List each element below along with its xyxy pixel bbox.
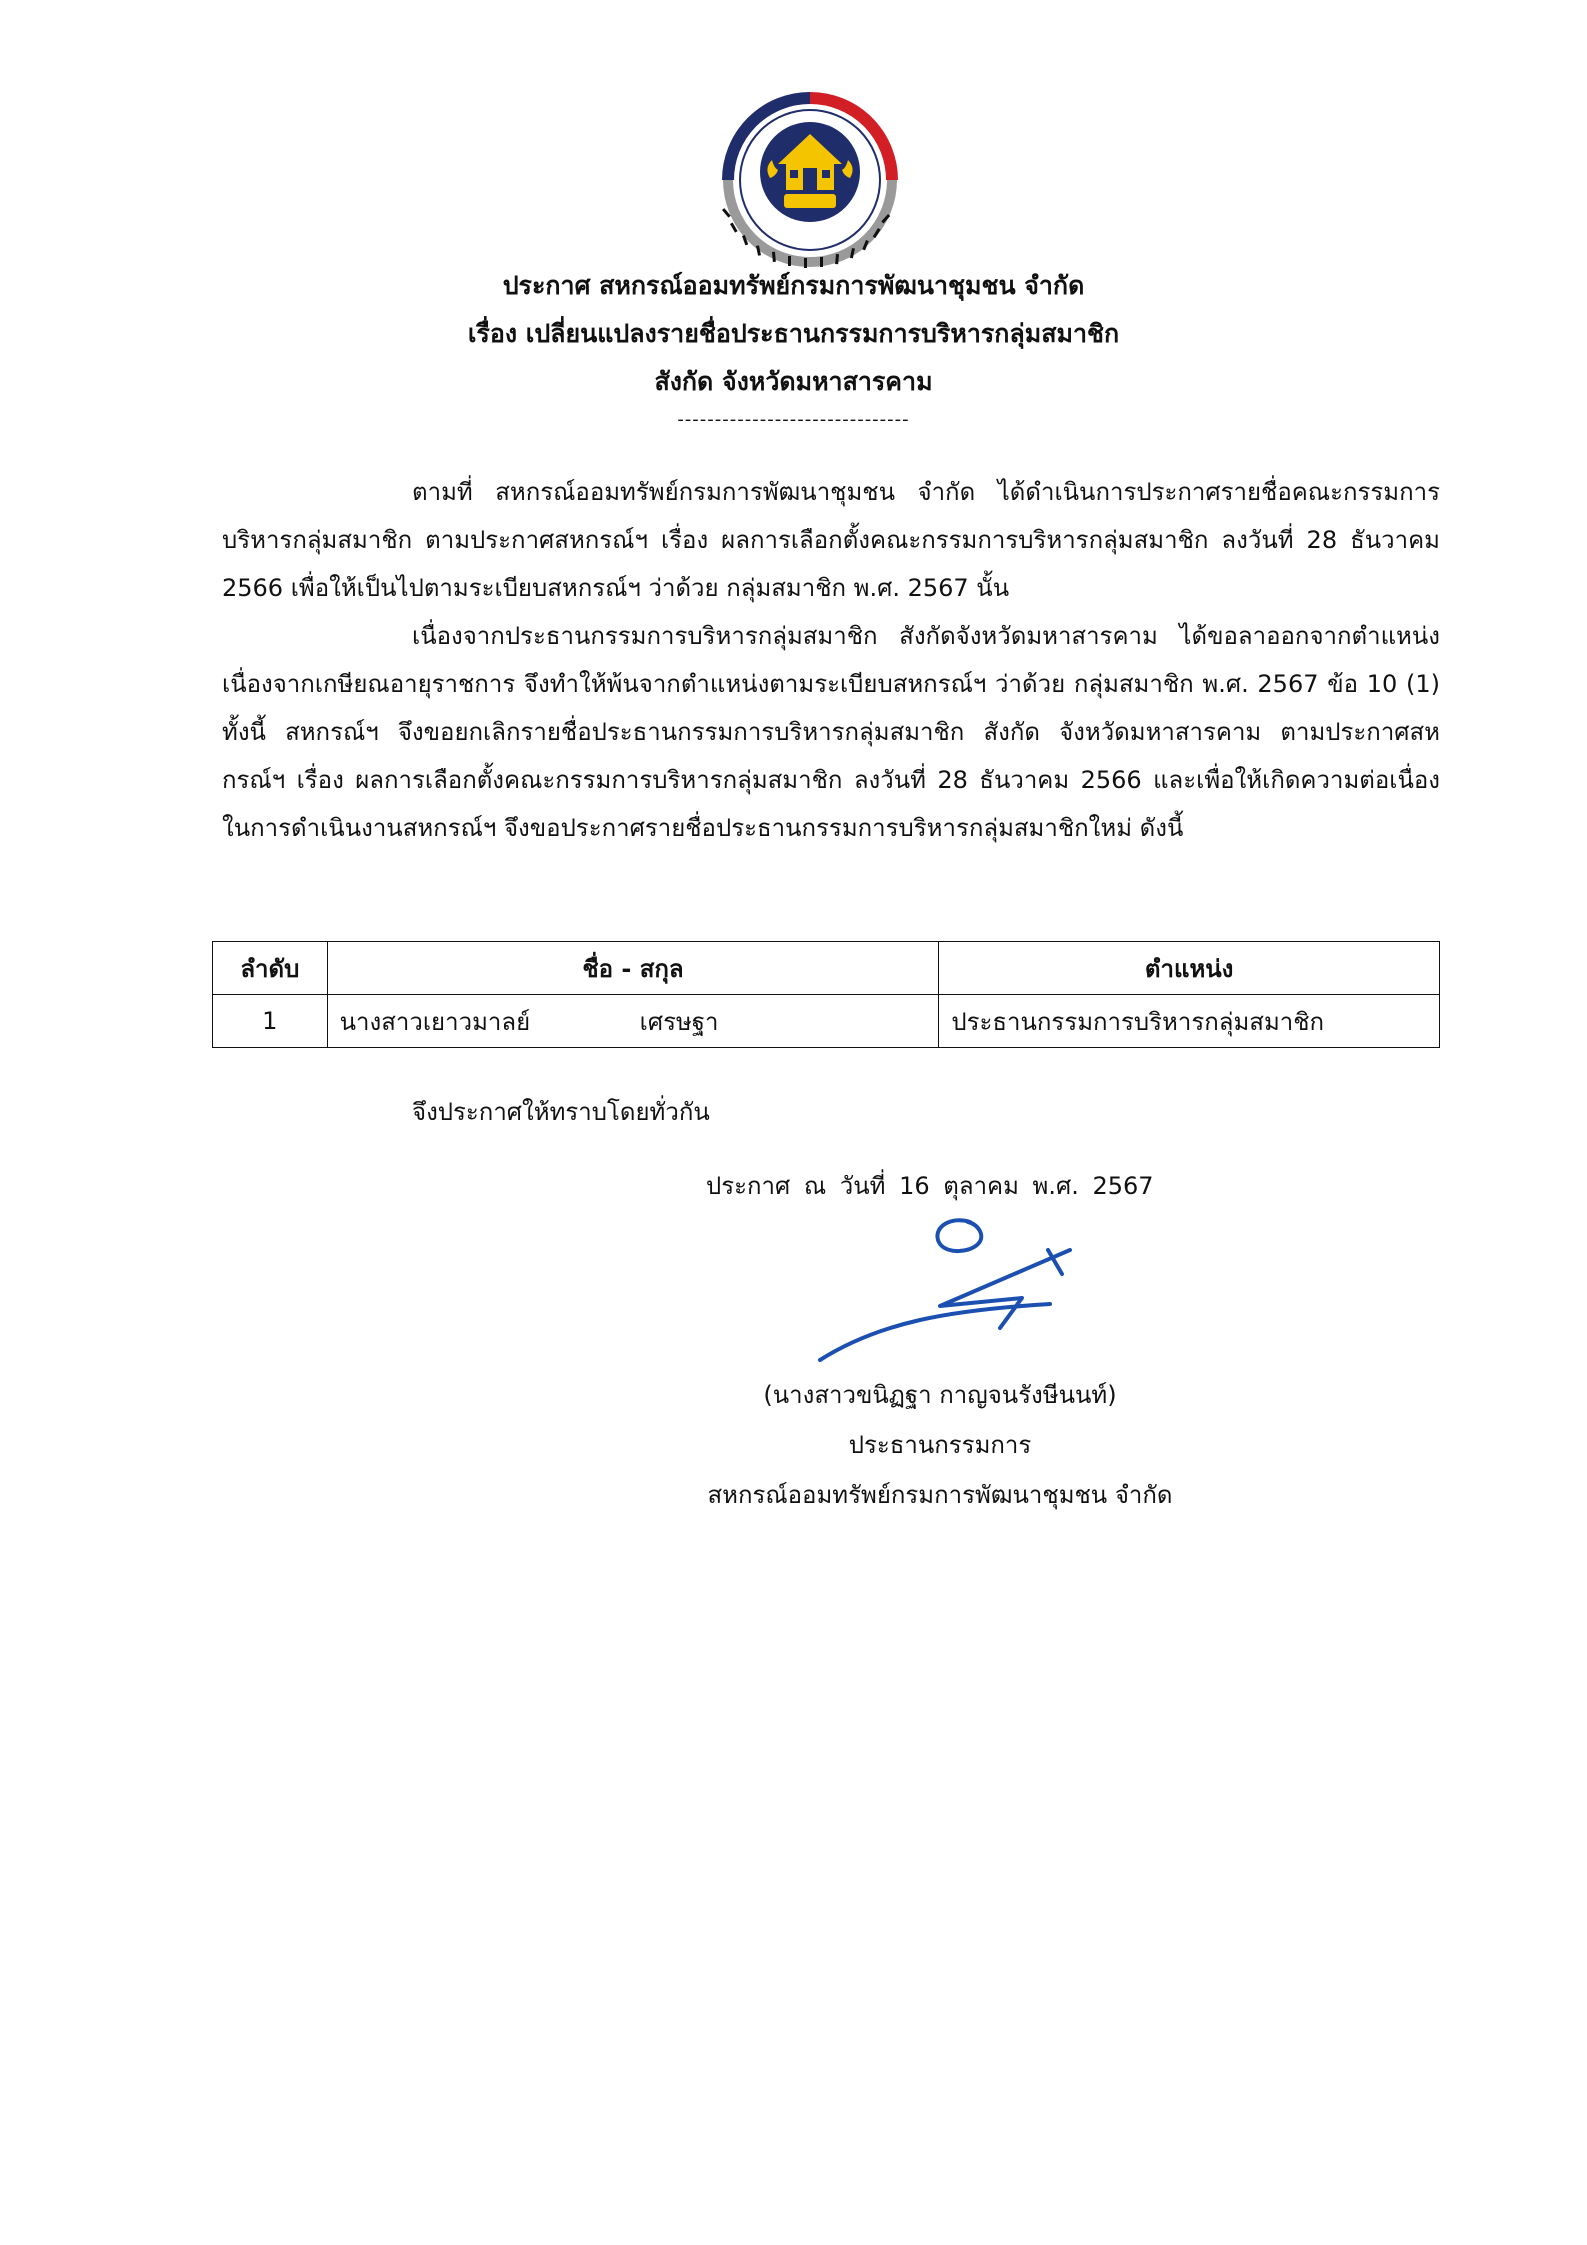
header-name: ชื่อ - สกุล bbox=[327, 942, 939, 995]
announcement-date: ประกาศ ณ วันที่ 16 ตุลาคม พ.ศ. 2567 bbox=[706, 1172, 1154, 1200]
signatory-name: (นางสาวขนิฏฐา กาญจนรังษีนนท์) bbox=[763, 1381, 1117, 1409]
cell-last-name: เศรษฐา bbox=[639, 1007, 719, 1036]
paragraph-1-text: ตามที่ สหกรณ์ออมทรัพย์กรมการพัฒนาชุมชน จำกัด ได้ดำเนินการประกาศรายชื่อคณะกรรมการบริหารกลุ่มสมาชิก ตามประกาศสหกรณ์ฯ เรื่อง ผลการเลือกตั้งคณะกรรมการบริหารกลุ่มสมาชิก ลงวันที่ 28 ธันวาคม 2566 เพื่อให้เป็นไปตามระเบียบสหกรณ์ฯ ว่าด้วย กลุ่มสมาชิก พ.ศ. 2567 นั้น bbox=[222, 478, 1440, 602]
signatory-title: ประธานกรรมการ bbox=[848, 1431, 1032, 1459]
closing-announcement: จึงประกาศให้ทราบโดยทั่วกัน bbox=[412, 1098, 710, 1126]
header-no: ลำดับ bbox=[213, 942, 328, 995]
cell-no: 1 bbox=[213, 995, 328, 1048]
title-separator: ------------------------------- bbox=[677, 409, 910, 430]
paragraph-2-text: เนื่องจากประธานกรรมการบริหารกลุ่มสมาชิก สังกัดจังหวัดมหาสารคาม ได้ขอลาออกจากตำแหน่งเนื่องจากเกษียณอายุราชการ จึงทำให้พ้นจากตำแหน่งตามระเบียบสหกรณ์ฯ ว่าด้วย กลุ่มสมาชิก พ.ศ. 2567 ข้อ 10 (1) ทั้งนี้ สหกรณ์ฯ จึงขอยกเลิกรายชื่อประธานกรรมการบริหารกลุ่มสมาชิก สังกัด จังหวัดมหาสารคาม ตามประกาศสหกรณ์ฯ เรื่อง ผลการเลือกตั้งคณะกรรมการบริหารกลุ่มสมาชิก ลงวันที่ 28 ธันวาคม 2566 และเพื่อให้เกิดความต่อเนื่องในการดำเนินงานสหกรณ์ฯ จึงขอประกาศรายชื่อประธานกรรมการบริหารกลุ่มสมาชิกใหม่ ดังนี้ bbox=[222, 622, 1440, 842]
header-position: ตำแหน่ง bbox=[939, 942, 1440, 995]
table-header-row bbox=[213, 942, 1440, 995]
body-paragraph-1 bbox=[222, 468, 1440, 612]
table-row bbox=[213, 995, 1440, 1048]
cell-position: ประธานกรรมการบริหารกลุ่มสมาชิก bbox=[939, 995, 1440, 1048]
chairman-table bbox=[212, 941, 1440, 1048]
cell-first-name: นางสาวเยาวมาลย์ bbox=[339, 1007, 531, 1036]
cooperative-logo-icon bbox=[700, 90, 920, 275]
handwritten-signature bbox=[800, 1210, 1120, 1370]
title-line-2: เรื่อง เปลี่ยนแปลงรายชื่อประธานกรรมการบริหารกลุ่มสมาชิก bbox=[467, 319, 1120, 348]
title-line-3: สังกัด จังหวัดมหาสารคาม bbox=[654, 367, 933, 396]
title-line-1: ประกาศ สหกรณ์ออมทรัพย์กรมการพัฒนาชุมชน จำกัด bbox=[502, 271, 1085, 300]
cell-name bbox=[327, 995, 939, 1048]
body-paragraph-2 bbox=[222, 612, 1440, 852]
signatory-organization: สหกรณ์ออมทรัพย์กรมการพัฒนาชุมชน จำกัด bbox=[707, 1481, 1173, 1509]
